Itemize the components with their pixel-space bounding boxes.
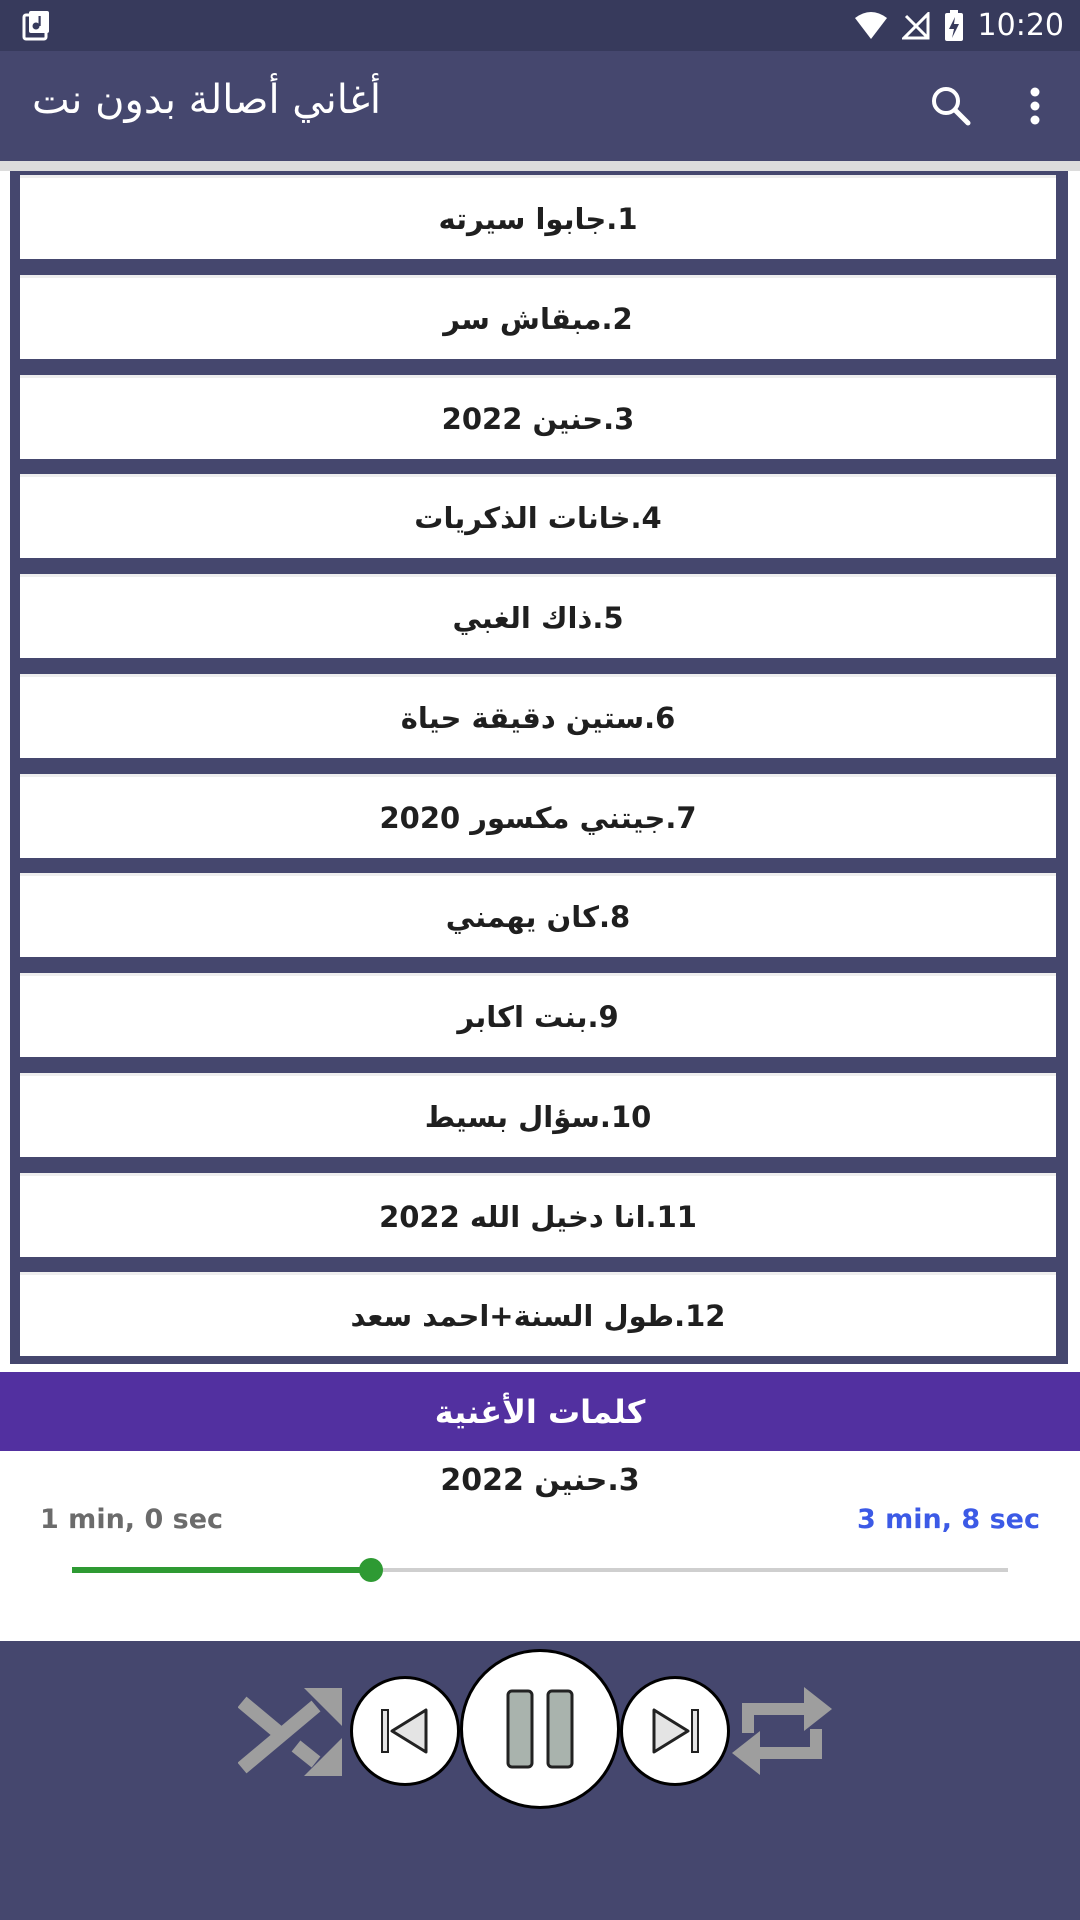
song-item[interactable]: 4.خانات الذكريات [20, 474, 1056, 558]
repeat-icon[interactable] [728, 1681, 836, 1781]
song-item[interactable]: 6.ستين دقيقة حياة [20, 674, 1056, 758]
seek-bar[interactable] [72, 1555, 1008, 1585]
song-item[interactable]: 9.بنت اكابر [20, 973, 1056, 1057]
lyrics-button[interactable]: كلمات الأغنية [0, 1372, 1080, 1451]
search-icon[interactable] [926, 81, 976, 131]
battery-charging-icon [944, 10, 964, 42]
skip-next-icon [648, 1707, 702, 1755]
music-app-notification-icon [22, 11, 50, 41]
song-item[interactable]: 11.انا دخيل الله 2022 [20, 1173, 1056, 1257]
status-bar [0, 0, 1080, 51]
song-item[interactable]: 5.ذاك الغبي [20, 574, 1056, 658]
song-list[interactable] [10, 171, 1068, 1364]
app-bar-shadow [0, 161, 1080, 171]
song-item[interactable]: 1.جابوا سيرته [20, 175, 1056, 259]
next-button[interactable] [620, 1676, 730, 1786]
seek-progress [72, 1567, 371, 1573]
total-duration: 3 min, 8 sec [856, 1504, 1040, 1535]
skip-previous-icon [378, 1707, 432, 1755]
pause-icon [505, 1688, 575, 1770]
play-pause-button[interactable] [460, 1649, 620, 1809]
app-title: أغاني أصالة بدون نت [32, 77, 381, 123]
wifi-icon [854, 12, 888, 40]
clock: 10:20 [977, 8, 1064, 43]
no-signal-icon [902, 12, 930, 40]
current-time: 1 min, 0 sec [40, 1504, 224, 1535]
song-item[interactable]: 12.طول السنة+احمد سعد [20, 1272, 1056, 1356]
app-bar [0, 51, 1080, 161]
song-item[interactable]: 2.مبقاش سر [20, 275, 1056, 359]
player-controls [0, 1641, 1080, 1920]
more-vert-icon[interactable] [1018, 81, 1052, 131]
song-item[interactable]: 3.حنين 2022 [20, 375, 1056, 459]
seek-thumb[interactable] [359, 1558, 383, 1582]
shuffle-icon[interactable] [238, 1688, 342, 1776]
song-item[interactable]: 7.جيتني مكسور 2020 [20, 774, 1056, 858]
now-playing-title: 3.حنين 2022 [440, 1462, 640, 1498]
previous-button[interactable] [350, 1676, 460, 1786]
song-item[interactable]: 8.كان يهمني [20, 873, 1056, 957]
song-item[interactable]: 10.سؤال بسيط [20, 1073, 1056, 1157]
